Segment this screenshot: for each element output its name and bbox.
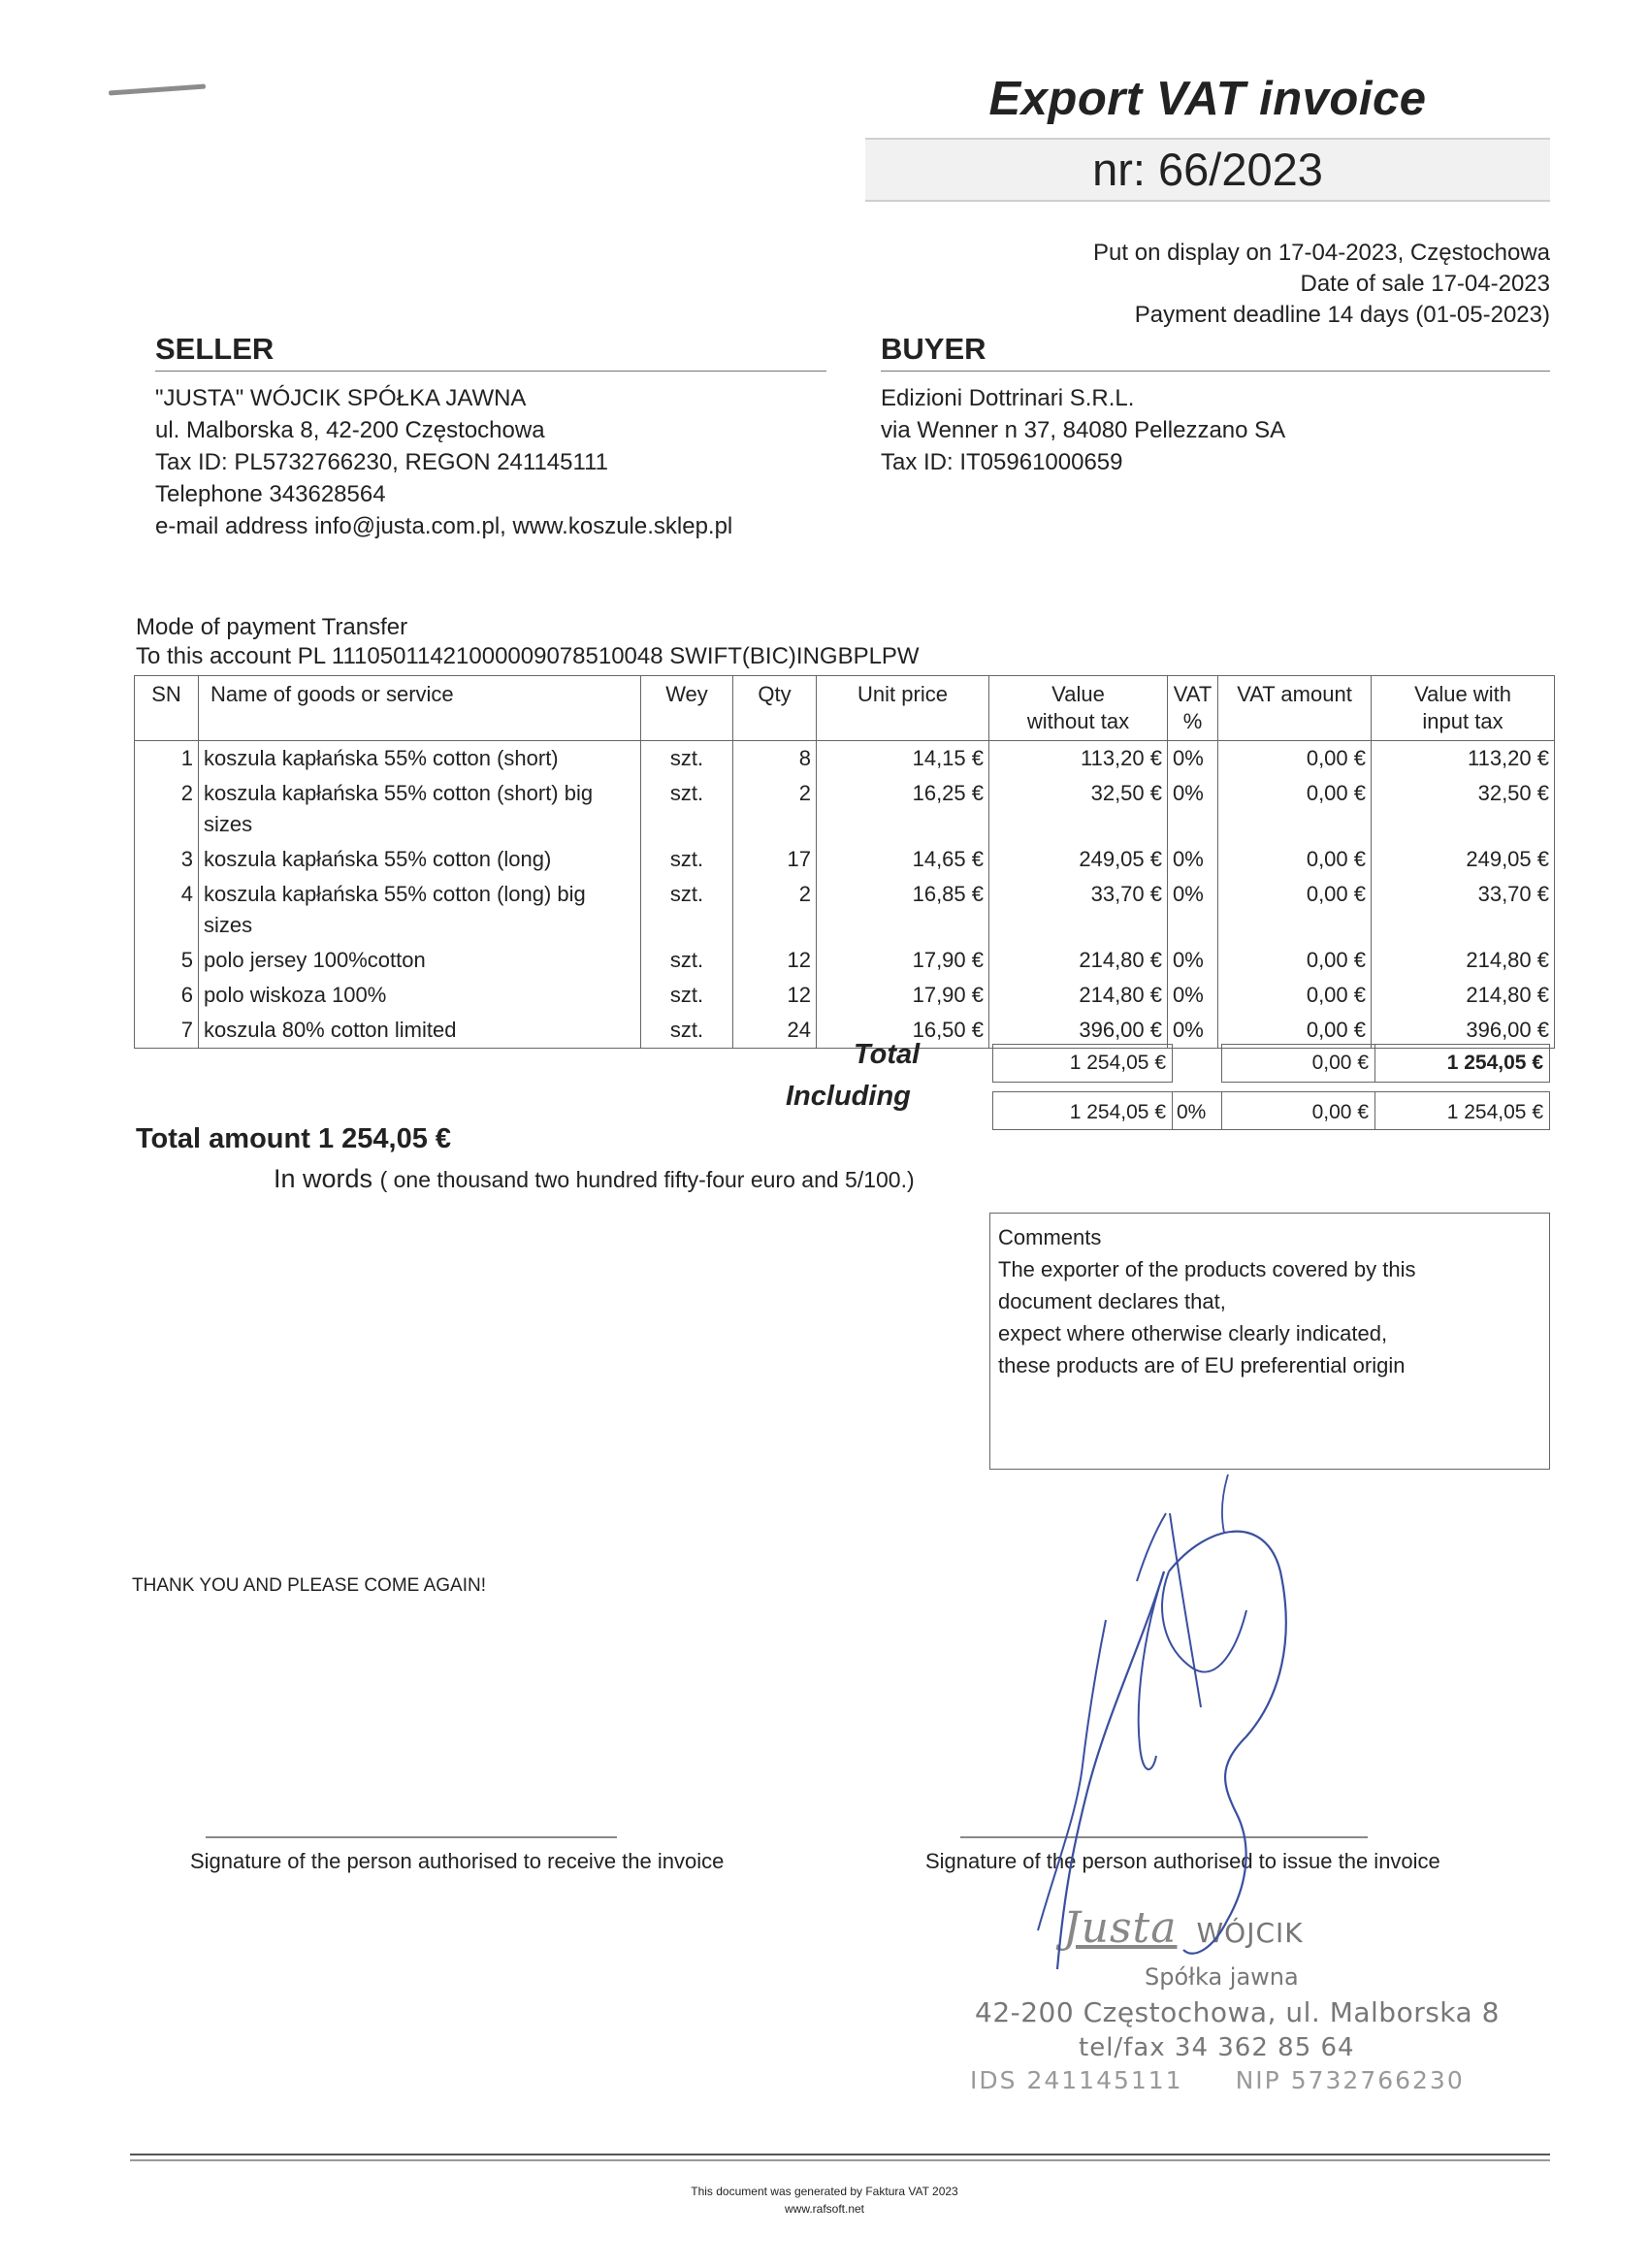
cell-unit: szt.	[641, 1013, 733, 1049]
buyer-tax-id: Tax ID: IT05961000659	[881, 449, 1123, 475]
footer-rule-secondary	[130, 2159, 1550, 2161]
items-table	[134, 675, 1555, 1049]
cell-vat-amount: 0,00 €	[1218, 741, 1372, 777]
cell-sn: 2	[135, 776, 199, 842]
header-gross-value: Value with input tax	[1372, 676, 1555, 741]
cell-vat: 0%	[1168, 741, 1218, 777]
cell-vat-amount: 0,00 €	[1218, 877, 1372, 943]
stamp-form: Spółka jawna	[1145, 1963, 1299, 1991]
table-row	[135, 842, 1555, 877]
cell-unit-price: 16,50 €	[817, 1013, 989, 1049]
footer-rule	[130, 2154, 1550, 2155]
including-vat-amount: 0,00 €	[1221, 1091, 1374, 1130]
table-row	[135, 741, 1555, 777]
stamp-ids: IDS 241145111	[970, 2066, 1183, 2094]
cell-net: 214,80 €	[989, 943, 1168, 978]
cell-vat: 0%	[1168, 842, 1218, 877]
cell-name: koszula kapłańska 55% cotton (long) big sizes	[199, 877, 641, 943]
cell-unit: szt.	[641, 978, 733, 1013]
cell-vat: 0%	[1168, 1013, 1218, 1049]
payment-deadline: Payment deadline 14 days (01-05-2023)	[1134, 302, 1550, 328]
receiver-signature-label: Signature of the person authorised to receive the invoice	[190, 1849, 725, 1873]
cell-name: koszula kapłańska 55% cotton (long)	[199, 842, 641, 877]
display-date: Put on display on 17-04-2023, Częstochowa	[1093, 240, 1550, 266]
comments-line: document declares that,	[998, 1289, 1226, 1313]
cell-vat: 0%	[1168, 776, 1218, 842]
stamp-nip: NIP 5732766230	[1235, 2066, 1465, 2094]
cell-qty: 2	[733, 877, 817, 943]
issuer-signature-label: Signature of the person authorised to issue the invoice	[925, 1849, 1440, 1873]
payment-account: To this account PL 11105011421000009078510048 SWIFT(BIC)INGBPLPW	[136, 643, 920, 669]
in-words-label: In words	[274, 1164, 373, 1193]
seller-tax-id: Tax ID: PL5732766230, REGON 241145111	[155, 449, 608, 475]
cell-net: 33,70 €	[989, 877, 1168, 943]
cell-name: polo wiskoza 100%	[199, 978, 641, 1013]
cell-gross: 113,20 €	[1372, 741, 1555, 777]
in-words-value: ( one thousand two hundred fifty-four euro and 5/100.)	[379, 1167, 915, 1192]
cell-vat-amount: 0,00 €	[1218, 1013, 1372, 1049]
scan-artifact	[109, 84, 206, 96]
cell-unit-price: 17,90 €	[817, 943, 989, 978]
buyer-details	[881, 382, 1285, 478]
seller-details	[155, 382, 732, 542]
cell-sn: 1	[135, 741, 199, 777]
cell-name: koszula kapłańska 55% cotton (short) big sizes	[199, 776, 641, 842]
cell-gross: 32,50 €	[1372, 776, 1555, 842]
cell-qty: 2	[733, 776, 817, 842]
payment-info	[136, 613, 920, 671]
cell-vat-amount: 0,00 €	[1218, 776, 1372, 842]
total-vat-amount: 0,00 €	[1221, 1044, 1374, 1083]
buyer-name: Edizioni Dottrinari S.R.L.	[881, 385, 1135, 411]
including-vat-rate: 0%	[1173, 1091, 1221, 1130]
header-net-value: Value without tax	[989, 676, 1168, 741]
total-gross: 1 254,05 €	[1374, 1044, 1550, 1083]
cell-unit-price: 16,25 €	[817, 776, 989, 842]
receiver-signature-line	[206, 1836, 617, 1838]
seller-name: "JUSTA" WÓJCIK SPÓŁKA JAWNA	[155, 385, 527, 411]
thank-you-note: THANK YOU AND PLEASE COME AGAIN!	[132, 1575, 486, 1596]
invoice-dates	[1093, 238, 1550, 331]
cell-qty: 17	[733, 842, 817, 877]
cell-unit: szt.	[641, 776, 733, 842]
cell-vat-amount: 0,00 €	[1218, 943, 1372, 978]
cell-unit-price: 14,15 €	[817, 741, 989, 777]
header-vat-amount: VAT amount	[1218, 676, 1372, 741]
table-row	[135, 776, 1555, 842]
cell-unit-price: 17,90 €	[817, 978, 989, 1013]
header-sn: SN	[135, 676, 199, 741]
cell-qty: 12	[733, 943, 817, 978]
cell-qty: 12	[733, 978, 817, 1013]
cell-gross: 249,05 €	[1372, 842, 1555, 877]
cell-gross: 33,70 €	[1372, 877, 1555, 943]
buyer-heading: BUYER	[881, 332, 1550, 372]
header-unit: Wey	[641, 676, 733, 741]
amount-in-words	[274, 1164, 915, 1194]
including-net: 1 254,05 €	[992, 1091, 1173, 1130]
cell-sn: 6	[135, 978, 199, 1013]
header-vat-rate: VAT %	[1168, 676, 1218, 741]
cell-vat-amount: 0,00 €	[1218, 978, 1372, 1013]
including-gross: 1 254,05 €	[1374, 1091, 1550, 1130]
stamp-script: Justa	[1063, 1903, 1178, 1953]
stamp-phone: tel/fax 34 362 85 64	[1079, 2033, 1355, 2062]
comments-line: The exporter of the products covered by this	[998, 1257, 1416, 1281]
header-qty: Qty	[733, 676, 817, 741]
cell-name: koszula kapłańska 55% cotton (short)	[199, 741, 641, 777]
cell-net: 249,05 €	[989, 842, 1168, 877]
cell-net: 396,00 €	[989, 1013, 1168, 1049]
footer-website: www.rafsoft.net	[784, 2202, 865, 2216]
invoice-number: nr: 66/2023	[865, 138, 1550, 202]
cell-net: 214,80 €	[989, 978, 1168, 1013]
cell-vat: 0%	[1168, 877, 1218, 943]
seller-phone: Telephone 343628564	[155, 481, 386, 507]
cell-unit: szt.	[641, 842, 733, 877]
stamp-ids-line	[970, 2066, 1465, 2094]
cell-sn: 3	[135, 842, 199, 877]
total-label: Total	[854, 1039, 921, 1070]
sale-date: Date of sale 17-04-2023	[1300, 271, 1550, 297]
cell-gross: 396,00 €	[1372, 1013, 1555, 1049]
comments-line: expect where otherwise clearly indicated,	[998, 1321, 1388, 1345]
total-amount: Total amount 1 254,05 €	[136, 1123, 452, 1154]
total-net: 1 254,05 €	[992, 1044, 1173, 1083]
stamp-surname: WÓJCIK	[1196, 1917, 1304, 1949]
cell-vat: 0%	[1168, 978, 1218, 1013]
cell-net: 113,20 €	[989, 741, 1168, 777]
cell-unit-price: 14,65 €	[817, 842, 989, 877]
document-footer	[0, 2183, 1649, 2218]
cell-unit: szt.	[641, 943, 733, 978]
buyer-address: via Wenner n 37, 84080 Pellezzano SA	[881, 417, 1286, 443]
footer-generator: This document was generated by Faktura VAT 2023	[691, 2185, 958, 2198]
cell-net: 32,50 €	[989, 776, 1168, 842]
cell-unit-price: 16,85 €	[817, 877, 989, 943]
cell-gross: 214,80 €	[1372, 978, 1555, 1013]
comments-line: these products are of EU preferential origin	[998, 1353, 1406, 1377]
stamp-address: 42-200 Częstochowa, ul. Malborska 8	[975, 1996, 1500, 2028]
cell-unit: szt.	[641, 877, 733, 943]
handwritten-signature	[999, 1426, 1406, 2027]
including-label: Including	[786, 1081, 911, 1112]
seller-heading: SELLER	[155, 332, 826, 372]
table-row	[135, 978, 1555, 1013]
cell-name: koszula 80% cotton limited	[199, 1013, 641, 1049]
header-unit-price: Unit price	[817, 676, 989, 741]
document-title: Export VAT invoice	[988, 73, 1427, 125]
cell-vat-amount: 0,00 €	[1218, 842, 1372, 877]
cell-qty: 8	[733, 741, 817, 777]
cell-name: polo jersey 100%cotton	[199, 943, 641, 978]
cell-unit: szt.	[641, 741, 733, 777]
table-row	[135, 943, 1555, 978]
cell-qty: 24	[733, 1013, 817, 1049]
header-name: Name of goods or service	[199, 676, 641, 741]
cell-sn: 5	[135, 943, 199, 978]
cell-sn: 7	[135, 1013, 199, 1049]
table-header-row	[135, 676, 1555, 741]
table-row	[135, 877, 1555, 943]
cell-vat: 0%	[1168, 943, 1218, 978]
seller-email: e-mail address info@justa.com.pl, www.koszule.sklep.pl	[155, 513, 733, 539]
cell-gross: 214,80 €	[1372, 943, 1555, 978]
seller-address: ul. Malborska 8, 42-200 Częstochowa	[155, 417, 545, 443]
payment-mode: Mode of payment Transfer	[136, 614, 408, 640]
cell-sn: 4	[135, 877, 199, 943]
comments-title: Comments	[998, 1225, 1102, 1249]
